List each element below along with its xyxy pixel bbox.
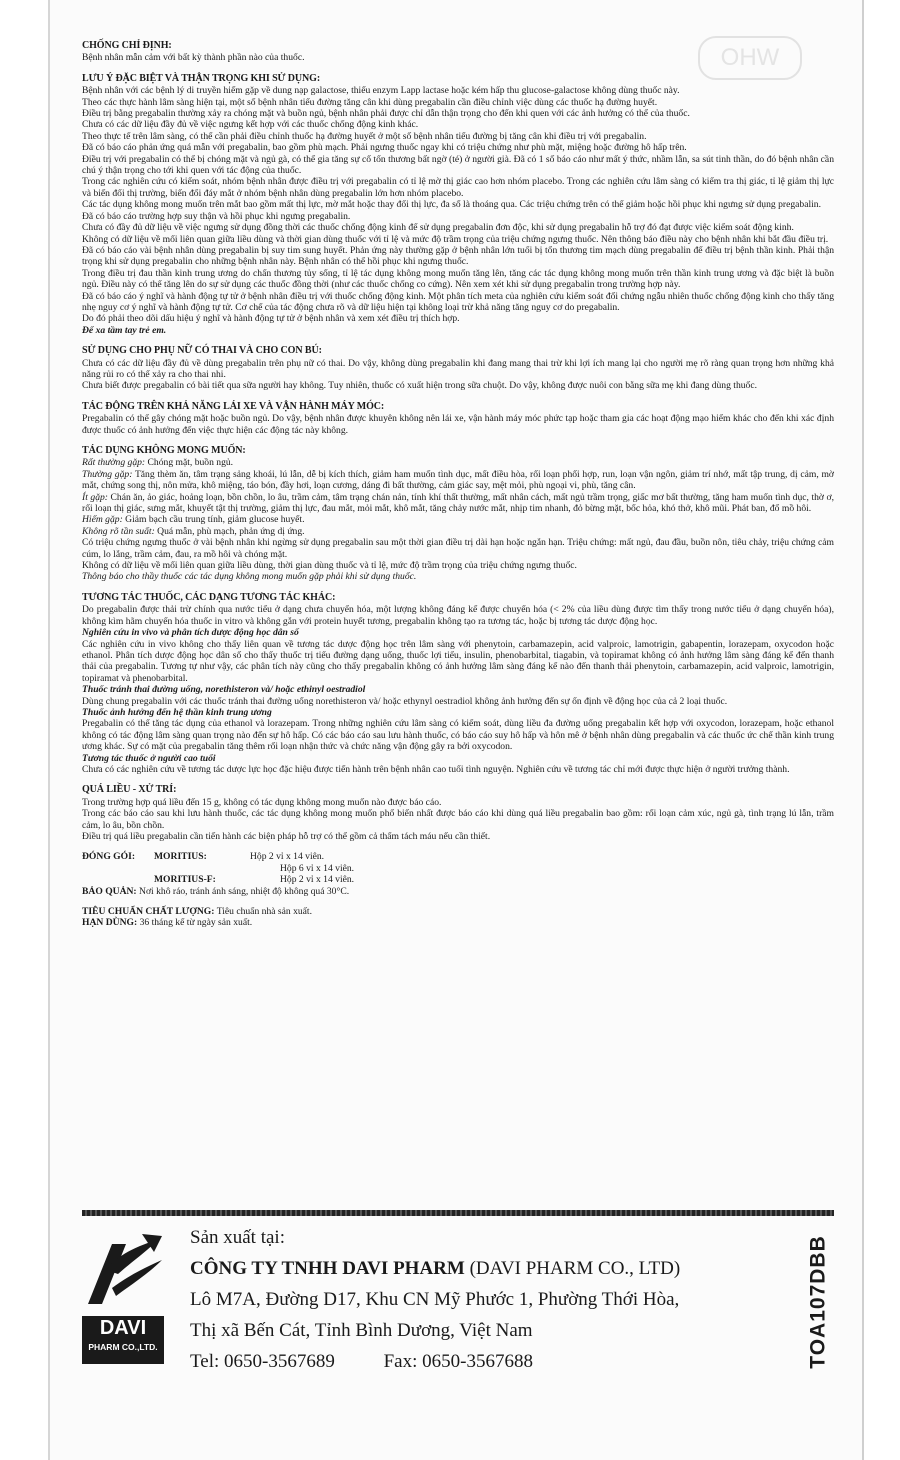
paragraph: Chưa biết được pregabalin có bài tiết qua sữa người hay không. Tuy nhiên, thuốc có xuất hiện trong sữa chuột. Do vậy, không được nuôi con bằng sữa mẹ khi đang dùng thuốc. [82, 380, 758, 392]
subsection-text: Pregabalin có thể tăng tác dụng của ethanol và lorazepam. Trong những nghiên cứu lâm sàng có kiểm soát, dùng liều đa đường uống pregabalin kết hợp với oxycodon, lorazepam, hoặc ethanol không có tác động lâm sàng quan trọng nào đến sự hô hấp. Có các báo cáo sau lưu hành thuốc, có báo cáo suy hô hấp và hôn mê ở bệnh nhân dùng pregabalin và các thuốc ức chế thần kinh trung ương khác. Sự có mặt của pregabalin tăng thêm rối loạn nhận thức và chức năng vận động gây ra bởi oxycodon. [82, 718, 834, 753]
effect-text: Quá mẫn, phù mạch, phản ứng dị ứng. [154, 525, 305, 537]
section-driving [82, 401, 834, 436]
address-line: Lô M7A, Đường D17, Khu CN Mỹ Phước 1, Phường Thới Hòa, [190, 1289, 680, 1310]
section-precautions [82, 73, 834, 336]
subsection-title: Tương tác thuốc ở người cao tuổi [82, 752, 216, 764]
effect-line [82, 469, 834, 492]
section-heading: TƯƠNG TÁC THUỐC, CÁC DẠNG TƯƠNG TÁC KHÁC: [82, 591, 336, 603]
packaging-row [82, 851, 834, 862]
brand-name: MORITIUS-F: [154, 874, 216, 886]
effect-text: Chóng mặt, buồn ngủ. [145, 457, 234, 469]
contact-line [190, 1346, 750, 1377]
packaging-block [82, 851, 834, 897]
standard-text: Tiêu chuẩn nhà sản xuất. [214, 906, 312, 918]
manufacturer-footer [82, 1222, 834, 1372]
standard-line [82, 906, 834, 917]
storage-line [82, 886, 834, 897]
address-line: Thị xã Bến Cát, Tỉnh Bình Dương, Việt Nam [190, 1320, 533, 1341]
logo-sub: PHARM CO.,LTD. [88, 1342, 158, 1352]
paragraph: Theo các thực hành lâm sàng hiện tại, một số bệnh nhân tiểu đường tăng cân khi dùng pregabalin cần điều chỉnh việc dùng các thuốc hạ đường huyết. [82, 96, 658, 108]
paragraph: Các tác dụng không mong muốn trên mắt bao gồm mất thị lực, mờ mắt hoặc thay đổi thị lực, đa số là thoáng qua. Các triệu chứng trên có thể giảm hoặc hồi phục khi ngưng sử dụng pregabalin. [82, 199, 821, 211]
logo-wordmark [82, 1316, 164, 1364]
child-warning: Để xa tầm tay trẻ em. [82, 324, 167, 336]
logo-brand: DAVI [99, 1317, 147, 1339]
watermark: OHW [698, 36, 802, 80]
davi-emblem-icon [82, 1230, 164, 1312]
paragraph: Do pregabalin được thải trừ chính qua nước tiểu ở dạng chưa chuyển hóa, một lượng không đáng kể được chuyển hóa (< 2% của liều dùng được tìm thấy trong nước tiểu ở dạng chuyển hóa), không kìm hãm chuyển hóa thuốc in vitro và không gắn với protein huyết tương, pregabalin không tạo ra tương tác, hoặc bị tương tác dược động học. [82, 604, 834, 627]
subsection-title: Nghiên cứu in vivo và phân tích dược động học dân số [82, 627, 299, 639]
section-heading: TÁC DỤNG KHÔNG MONG MUỐN: [82, 445, 246, 456]
fax-number: Fax: 0650-3567688 [383, 1351, 533, 1372]
paragraph: Điều trị quá liều pregabalin cần tiến hành các biện pháp hỗ trợ có thể gồm cả thẩm tách máu nếu cần thiết. [82, 831, 491, 842]
paragraph: Có triệu chứng ngưng thuốc ở vài bệnh nhân khi ngừng sử dụng pregabalin sau một thời gian điều trị dài hạn hoặc ngắn hạn. Triệu chứng: mất ngủ, đau đầu, buồn nôn, tiêu chảy, triệu chứng cảm cúm, lo lắng, trầm cảm, đau, ra mồ hôi và chóng mặt. [82, 537, 834, 560]
effect-text: Chán ăn, ảo giác, hoảng loạn, bồn chồn, lo âu, trầm cảm, tâm trạng chán nản, tính khí thất thường, mất nhân cách, mất ngủ trầm trọng, giấc mơ bất thường, tăng ham muốn tình dục, thờ ơ, rối loạn thị giác, sưng mắt, khuyết tật thị trường, giảm thị lực, đau mắt, mỏi mắt, khô mắt, tăng chảy nước mắt, nhịp tim nhanh, đỏ bừng mặt, bốc hỏa, khó thở, khô mũi. Phát ban, đổ mồ hôi. [82, 491, 834, 515]
pack-size: Hộp 6 vỉ x 14 viên. [280, 862, 355, 874]
company-name: CÔNG TY TNHH DAVI PHARM [190, 1258, 465, 1279]
standard-label: TIÊU CHUẨN CHẤT LƯỢNG: [82, 906, 215, 918]
subsection-title: Thuốc ảnh hưởng đến hệ thần kinh trung ương [82, 706, 272, 718]
packaging-row [82, 874, 834, 885]
expiry-line [82, 917, 834, 928]
manufacturer-info [190, 1222, 750, 1377]
paragraph: Chưa có các dữ liệu đầy đủ về việc ngưng kết hợp với các thuốc chống động kinh khác. [82, 119, 419, 131]
effect-line [82, 492, 834, 515]
paragraph: Điều trị với pregabalin có thể bị chóng mặt và ngủ gà, có thể gia tăng sự cố tổn thương bất ngờ (té) ở người già. Đã có 1 số báo cáo như mất ý thức, nhầm lẫn, sa sút tinh thần, do đó bệnh nhân cần chú ý thận trọng cho tới khi quen với tác động của thuốc. [82, 153, 834, 177]
section-heading: CHỐNG CHỈ ĐỊNH: [82, 40, 172, 51]
subsection-text: Chưa có các nghiên cứu về tương tác dược lực học đặc hiệu được tiến hành trên bệnh nhân cao tuổi tình nguyện. Nghiên cứu về tương tác chỉ mới được thực hiện ở người trưởng thành. [82, 763, 790, 775]
pack-size: Hộp 2 vỉ x 14 viên. [280, 874, 355, 886]
expiry-text: 36 tháng kể từ ngày sản xuất. [137, 917, 253, 929]
company-line [190, 1253, 750, 1284]
paragraph: Đã có báo cáo vài bệnh nhân dùng pregabalin bị suy tim sung huyết. Phản ứng này thường gặp ở bệnh nhân lớn tuổi bị tổn thương tim mạch dùng pregabalin để điều trị bệnh thần kinh. Phải thận trọng khi sử dụng pregabalin cho những bệnh nhân này. Bệnh nhân có thể hồi phục khi ngưng thuốc. [82, 244, 834, 268]
section-side-effects [82, 445, 834, 583]
effect-frequency: Hiếm gặp: [82, 514, 123, 526]
subsection-text: Các nghiên cứu in vivo không cho thấy liên quan về tương tác dược động học trên lâm sàng với phenytoin, carbamazepin, acid valproic, lamotrigin, gabapentin, lorazepam, oxycodon hoặc ethanol. Phân tích dược động học dân số cho thấy thuốc trị tiểu đường dạng uống, thuốc lợi tiểu, insulin, phenobarbital, tiagabin, và topiramat không có ảnh hưởng lâm sàng đáng kể đến thanh thải của pregabalin. Tương tự như vậy, các phân tích này cũng cho thấy pregabalin không có ảnh hưởng lâm sàng đáng kể nào đến thanh thải phenytoin, carbamazepin, acid valproic, lamotrigin, topiramat và phenobarbital. [82, 638, 834, 684]
packaging-label: ĐÓNG GÓI: [82, 851, 136, 863]
effect-text: Giảm bạch cầu trung tính, giảm glucose huyết. [122, 514, 305, 526]
made-at-label: Sản xuất tại: [190, 1227, 285, 1248]
paragraph: Theo thực tế trên lâm sàng, có thể cần phải điều chỉnh thuốc hạ đường huyết ở một số bệnh nhân tiểu đường bị tăng cân khi điều trị với pregabalin. [82, 130, 647, 142]
paragraph: Điều trị bằng pregabalin thường xảy ra chóng mặt và buồn ngủ, bệnh nhân phải được chỉ dẫn thận trọng cho đến khi quen với các ảnh hưởng có thể của thuốc. [82, 108, 690, 120]
document-code-text: TOA107DBB [807, 1235, 831, 1369]
effect-frequency: Rất thường gặp: [82, 457, 146, 469]
paragraph: Đã có báo cáo trường hợp suy thận và hồi phục khi ngưng pregabalin. [82, 210, 351, 222]
paragraph: Không có dữ liệu về mối liên quan giữa liều dùng, thời gian dùng thuốc và tỉ lệ, mức độ trầm trọng của triệu chứng ngưng thuốc. [82, 560, 577, 572]
quality-block [82, 906, 834, 929]
paragraph: Bệnh nhân với các bệnh lý di truyền hiếm gặp về dung nạp galactose, thiếu enzym Lapp lactase hoặc kém hấp thu glucose-galactose không dùng thuốc này. [82, 85, 680, 97]
company-name-en: (DAVI PHARM CO., LTD) [464, 1258, 681, 1279]
effect-text: Tăng thèm ăn, tâm trạng sảng khoái, lú lẫn, dễ bị kích thích, giảm ham muốn tình dục, mất điều hòa, rối loạn phối hợp, run, loạn vận ngôn, giảm trí nhớ, mất tập trung, dị cảm, mờ mắt, chứng song thị, nôn mửa, khô miệng, táo bón, đầy hơi, loạn cương, dáng đi bất thường, cảm giác say, mệt mỏi, phù ngoại vi, phù, tăng cân. [82, 468, 834, 492]
davi-logo [82, 1230, 164, 1366]
effect-line [82, 457, 834, 468]
report-note: Thông báo cho thầy thuốc các tác dụng không mong muốn gặp phải khi sử dụng thuốc. [82, 571, 417, 583]
paragraph: Pregabalin có thể gây chóng mặt hoặc buồn ngủ. Do vậy, bệnh nhân được khuyên không nên lái xe, vận hành máy móc phức tạp hoặc tham gia các hoạt động mạo hiểm khác cho đến khi xác định được thuốc có ảnh hưởng đến việc thực hiện các động tác này không. [82, 413, 834, 436]
effect-line [82, 526, 834, 537]
leaflet-content [82, 40, 834, 938]
paragraph: Đã có báo cáo ý nghĩ và hành động tự tử ở bệnh nhân điều trị với thuốc chống động kinh. Một phân tích meta của nghiên cứu kiểm soát đối chứng ngẫu nhiên thuốc chống động kinh cho thấy tăng nhẹ nguy cơ ý nghĩ và hành động tự tử. Cơ chế của tác động chưa rõ và dữ liệu hiện tại không loại trừ khả năng tăng nguy cơ do pregabalin. [82, 290, 834, 313]
paragraph: Chưa có các dữ liệu đầy đủ về dùng pregabalin trên phụ nữ có thai. Do vậy, không dùng pregabalin khi đang mang thai trừ khi lợi ích mang lại cho người mẹ rõ ràng quan trọng hơn những khả năng rủi ro có thể xảy ra cho thai nhi. [82, 357, 834, 380]
paragraph: Đã có báo cáo phản ứng quá mẫn với pregabalin, bao gồm phù mạch. Phải ngưng thuốc ngay khi có triệu chứng như phù mặt, miệng hoặc đường hô hấp trên. [82, 142, 687, 154]
pack-size: Hộp 2 vỉ x 14 viên. [250, 851, 325, 863]
paragraph: Trong các báo cáo sau khi lưu hành thuốc, các tác dụng không mong muốn phổ biến nhất được báo cáo khi dùng quá liều pregabalin bao gồm: rối loạn cảm xúc, ngủ gà, tình trạng lú lẫn, trầm cảm, lo âu, bồn chồn. [82, 808, 834, 831]
paragraph: Trong điều trị đau thần kinh trung ương do chấn thương tủy sống, tỉ lệ tác dụng không mong muốn tăng lên, tăng các tác dụng không mong muốn trên thần kinh trung ương và đặc biệt là buồn ngủ. Điều này có thể tăng lên do sự sử dụng các thuốc đồng thời (như các thuốc chống co cứng). Nên xem xét khi sử dụng pregabalin trong trường hợp này. [82, 267, 834, 291]
effect-frequency: Ít gặp: [82, 491, 108, 503]
section-pregnancy [82, 345, 834, 392]
section-heading: LƯU Ý ĐẶC BIỆT VÀ THẬN TRỌNG KHI SỬ DỤNG: [82, 72, 321, 84]
paragraph: Trong các nghiên cứu có kiểm soát, nhóm bệnh nhân được điều trị với pregabalin có tỉ lệ mờ thị giác cao hơn nhóm placebo. Trong các nghiên cứu lâm sàng có kiểm tra thị giác, tỉ lệ giảm thị lực và biến đổi thị trường, biến đổi đáy mắt ở nhóm bệnh nhân dùng pregabalin lớn hơn nhóm placebo. [82, 176, 834, 199]
footer-divider [82, 1210, 834, 1216]
section-contraindications [82, 40, 834, 64]
storage-label: BẢO QUẢN: [82, 885, 137, 897]
paragraph: Do đó phải theo dõi dấu hiệu ý nghĩ và hành động tự tử ở bệnh nhân và xem xét điều trị thích hợp. [82, 313, 460, 325]
section-overdose [82, 784, 834, 842]
paragraph: Không có dữ liệu về mối liên quan giữa liều dùng và thời gian dùng thuốc với tỉ lệ và mức độ trầm trọng của triệu chứng ngưng thuốc. Nên thông báo điều này cho bệnh nhân khi bắt đầu điều trị. [82, 233, 829, 245]
effect-line [82, 514, 834, 525]
effect-frequency: Thường gặp: [82, 468, 133, 480]
document-code [804, 1232, 834, 1372]
paragraph: Trong trường hợp quá liều đến 15 g, không có tác dụng không mong muốn nào được báo cáo. [82, 796, 442, 808]
storage-text: Nơi khô ráo, tránh ánh sáng, nhiệt độ không quá 30°C. [136, 885, 350, 897]
paragraph: Chưa có đầy đủ dữ liệu về việc ngưng sử dụng đồng thời các thuốc chống động kinh để sử dụng pregabalin đơn độc, khi sử dụng pregabalin hỗ trợ đó đạt được việc kiểm soát động kinh. [82, 222, 794, 234]
section-heading: SỬ DỤNG CHO PHỤ NỮ CÓ THAI VÀ CHO CON BÚ: [82, 345, 322, 357]
section-interactions [82, 592, 834, 776]
packaging-row [82, 863, 834, 874]
subsection-text: Dùng chung pregabalin với các thuốc tránh thai đường uống norethisteron và/ hoặc ethynyl oestradiol không ảnh hưởng đến sự ổn định về động học của cả 2 loại thuốc. [82, 695, 728, 707]
section-heading: QUÁ LIỀU - XỬ TRÍ: [82, 784, 177, 796]
paragraph: Bệnh nhân mẫn cảm với bất kỳ thành phần nào của thuốc. [82, 52, 305, 64]
phone-number: Tel: 0650-3567689 [190, 1351, 335, 1372]
section-heading: TÁC ĐỘNG TRÊN KHẢ NĂNG LÁI XE VÀ VẬN HÀNH MÁY MÓC: [82, 400, 385, 412]
brand-name: MORITIUS: [154, 851, 207, 863]
expiry-label: HẠN DÙNG: [82, 917, 138, 929]
effect-frequency: Không rõ tần suất: [82, 525, 155, 537]
subsection-title: Thuốc tránh thai đường uống, norethisteron và/ hoặc ethinyl oestradiol [82, 684, 366, 696]
